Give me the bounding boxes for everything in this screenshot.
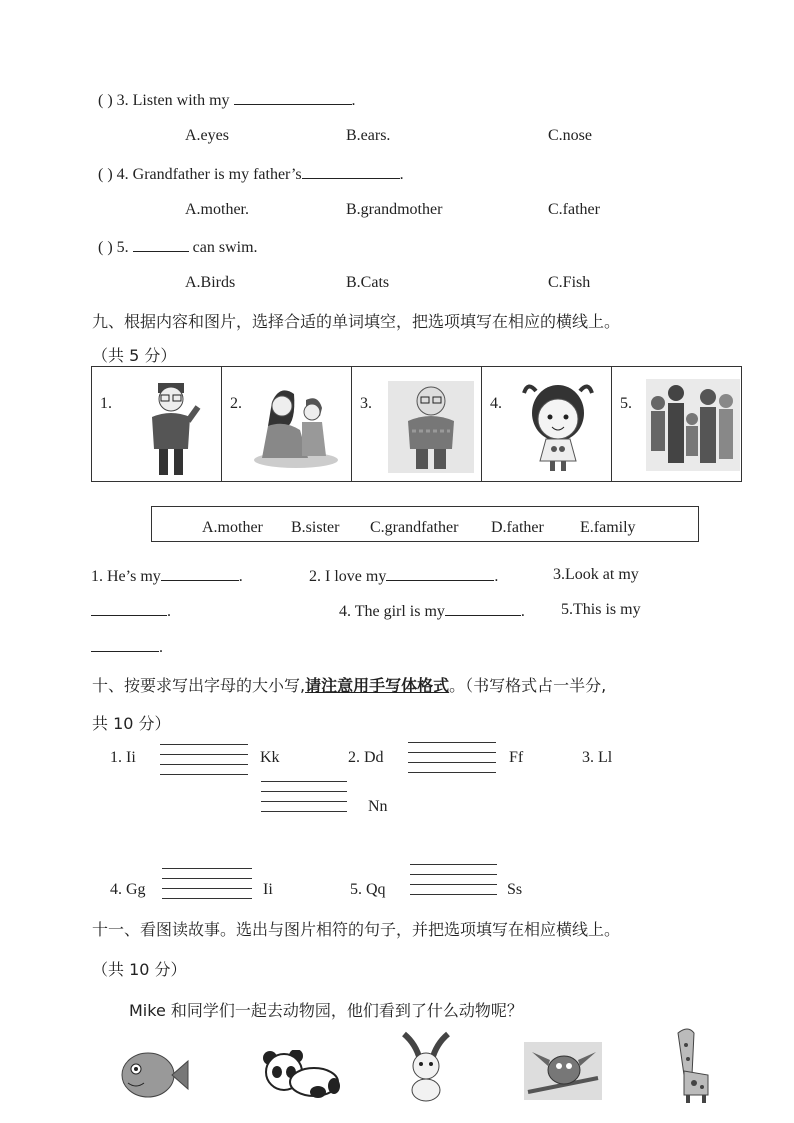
- letter-ll: 3. Ll: [582, 749, 613, 766]
- answer-blank[interactable]: [133, 237, 189, 252]
- letter-gg: 4. Gg: [110, 881, 146, 898]
- answer-blank[interactable]: [234, 90, 352, 105]
- sentence-4: [339, 601, 525, 621]
- option-e[interactable]: E.family: [580, 519, 636, 536]
- answer-blank[interactable]: [302, 164, 400, 179]
- picture-number: 3.: [360, 395, 372, 412]
- picture-cell-4: [482, 367, 612, 482]
- family-picture: [646, 379, 740, 471]
- sentence-3-continued: [91, 601, 171, 621]
- section-9-title: 九、根据内容和图片，选择合适的单词填空，把选项填写在相应的横线上。: [92, 312, 621, 331]
- period: .: [494, 568, 499, 585]
- sister-picture: [518, 377, 598, 473]
- letter-ff: Ff: [509, 749, 524, 766]
- title-part: 十、按要求写出字母的大小写,: [92, 676, 306, 695]
- q5-option-c[interactable]: C.Fish: [548, 274, 591, 291]
- letter-dd: 2. Dd: [348, 749, 384, 766]
- picture-number: 5.: [620, 395, 632, 412]
- mother-picture: [250, 382, 342, 472]
- writing-lines[interactable]: [160, 744, 248, 784]
- answer-blank[interactable]: [161, 566, 239, 581]
- sentence-5: 5.This is my: [561, 601, 641, 618]
- letter-qq: 5. Qq: [350, 881, 386, 898]
- sentence-text: 1. He’s my: [91, 568, 161, 585]
- fish-picture: [118, 1045, 190, 1105]
- picture-number: 4.: [490, 395, 502, 412]
- q3-option-b[interactable]: B.ears.: [346, 127, 391, 144]
- letter-nn: Nn: [368, 798, 388, 815]
- section-10-score: 共 10 分）: [92, 714, 171, 733]
- picture-cell-1: [92, 367, 222, 482]
- section-11-score: （共 10 分）: [92, 960, 187, 979]
- word-options-box: [151, 506, 699, 542]
- writing-lines[interactable]: [408, 742, 496, 782]
- giraffe-picture: [664, 1025, 718, 1103]
- letter-ii-end: Ii: [263, 881, 273, 898]
- question-stem: 3. Listen with my: [116, 92, 230, 109]
- letter-ii: 1. Ii: [110, 749, 136, 766]
- picture-table: [91, 366, 742, 482]
- bird-picture: [524, 1042, 602, 1100]
- q5-option-a[interactable]: A.Birds: [185, 274, 236, 291]
- period: .: [238, 568, 243, 585]
- question-stem: 5.: [116, 239, 129, 256]
- title-emphasis: 请注意用手写体格式: [305, 676, 450, 695]
- picture-number: 1.: [100, 395, 112, 412]
- option-d[interactable]: D.father: [491, 519, 544, 536]
- picture-cell-3: [352, 367, 482, 482]
- question-stem: 4. Grandfather is my father’s: [116, 166, 302, 183]
- q4-option-c[interactable]: C.father: [548, 201, 600, 218]
- answer-paren[interactable]: ( ): [98, 92, 113, 109]
- grandfather-picture: [388, 381, 474, 473]
- q3-option-c[interactable]: C.nose: [548, 127, 592, 144]
- period: .: [351, 92, 356, 109]
- section-10-title: [92, 673, 606, 696]
- father-picture: [142, 379, 202, 479]
- q5-option-b[interactable]: B.Cats: [346, 274, 390, 291]
- title-part: 。（书写格式占一半分,: [449, 676, 607, 695]
- q3-line: [98, 90, 356, 110]
- story-intro: [129, 998, 523, 1021]
- answer-paren[interactable]: ( ): [98, 239, 113, 256]
- writing-lines[interactable]: [410, 864, 497, 904]
- question-stem-end: can swim.: [192, 239, 258, 256]
- writing-lines[interactable]: [261, 781, 347, 821]
- panda-picture: [262, 1050, 342, 1100]
- q5-line: [98, 237, 258, 257]
- q4-line: [98, 164, 404, 184]
- period: .: [399, 166, 404, 183]
- sentence-text: 4. The girl is my: [339, 603, 445, 620]
- picture-cell-5: [612, 367, 742, 482]
- picture-cell-2: [222, 367, 352, 482]
- q3-option-a[interactable]: A.eyes: [185, 127, 229, 144]
- intro-text: Mike 和同学们一起去动物园，他们看到了什么动物呢？: [129, 1001, 523, 1020]
- writing-lines[interactable]: [162, 868, 252, 908]
- period: .: [167, 603, 171, 620]
- answer-paren[interactable]: ( ): [98, 166, 113, 183]
- letter-ss: Ss: [507, 881, 523, 898]
- q4-option-a[interactable]: A.mother.: [185, 201, 249, 218]
- answer-blank[interactable]: [91, 601, 167, 616]
- section-9-score: （共 5 分）: [92, 346, 177, 365]
- q4-option-b[interactable]: B.grandmother: [346, 201, 443, 218]
- sentence-2: [309, 566, 498, 586]
- period: .: [520, 603, 525, 620]
- sentence-1: [91, 566, 243, 586]
- sentence-5-continued: [91, 637, 163, 657]
- section-11-title: 十一、看图读故事。选出与图片相符的句子，并把选项填写在相应横线上。: [92, 920, 621, 939]
- letter-kk: Kk: [260, 749, 280, 766]
- rabbit-picture: [396, 1030, 456, 1102]
- period: .: [159, 639, 163, 656]
- sentence-3: 3.Look at my: [553, 566, 639, 583]
- option-c[interactable]: C.grandfather: [370, 519, 459, 536]
- answer-blank[interactable]: [386, 566, 494, 581]
- option-b[interactable]: B.sister: [291, 519, 340, 536]
- answer-blank[interactable]: [91, 637, 159, 652]
- answer-blank[interactable]: [445, 601, 521, 616]
- option-a[interactable]: A.mother: [202, 519, 263, 536]
- sentence-text: 2. I love my: [309, 568, 387, 585]
- picture-number: 2.: [230, 395, 242, 412]
